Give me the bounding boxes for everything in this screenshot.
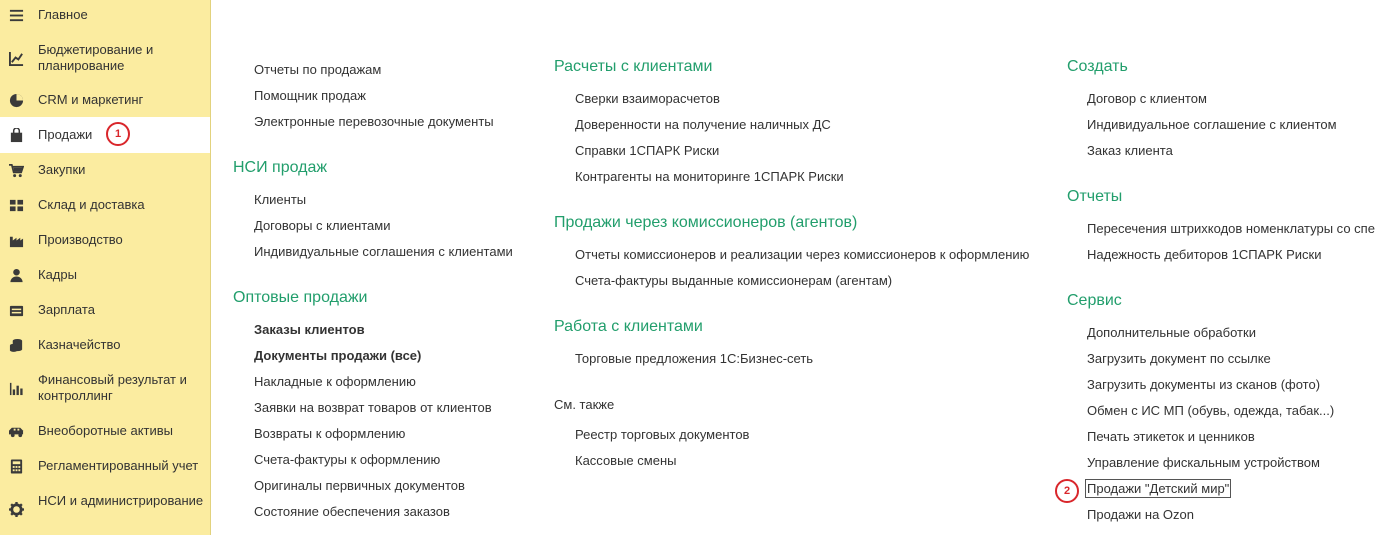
see-also-label: См. также [554, 397, 615, 412]
sidebar-item-label: Закупки [38, 162, 86, 177]
link-reconciliations[interactable]: Сверки взаиморасчетов [575, 91, 720, 106]
sidebar-item-label: Внеоборотные активы [38, 423, 174, 438]
link-create-individual-agreement[interactable]: Индивидуальное соглашение с клиентом [1087, 117, 1337, 132]
sidebar-item-regulated-accounting[interactable] [0, 455, 210, 477]
link-agent-invoices[interactable]: Счета-фактуры выданные комиссионерам (агентам) [575, 273, 893, 288]
link-sales-detsky-mir[interactable]: Продажи "Детский мир" [1087, 481, 1230, 496]
link-print-labels[interactable]: Печать этикеток и ценников [1087, 429, 1255, 444]
sidebar-item-financial-result[interactable] [0, 368, 210, 408]
link-trade-offers[interactable]: Торговые предложения 1С:Бизнес-сеть [575, 351, 814, 366]
wallet-icon [8, 302, 24, 318]
sidebar-item-label: Регламентированный учет [38, 458, 199, 473]
sidebar-item-label: Зарплата [38, 302, 95, 317]
sidebar-item-label: Производство [38, 232, 123, 247]
sidebar-item-purchases[interactable] [0, 159, 210, 181]
sidebar-item-nsi-admin[interactable] [0, 489, 210, 529]
link-electronic-waybills[interactable]: Электронные перевозочные документы [254, 114, 494, 129]
shopping-bag-icon [8, 127, 24, 143]
sidebar-item-label: Казначейство [38, 337, 121, 352]
sidebar-item-fixed-assets[interactable] [0, 420, 210, 442]
link-spark-monitoring[interactable]: Контрагенты на мониторинге 1СПАРК Риски [575, 169, 844, 184]
link-agent-reports[interactable]: Отчеты комиссионеров и реализации через комиссионеров к оформлению [575, 247, 1030, 262]
sidebar-item-label: Склад и доставка [38, 197, 145, 212]
group-title-create: Создать [1067, 58, 1128, 75]
sidebar-item-label: Главное [38, 7, 88, 22]
main-content [211, 0, 1376, 535]
link-clients[interactable]: Клиенты [254, 192, 307, 207]
step-badge-2: 2 [1055, 479, 1079, 503]
link-sales-assistant[interactable]: Помощник продаж [254, 88, 366, 103]
group-title-agents: Продажи через комиссионеров (агентов) [554, 214, 858, 231]
group-title-reports: Отчеты [1067, 188, 1123, 205]
link-create-customer-order[interactable]: Заказ клиента [1087, 143, 1173, 158]
sidebar-item-budgeting[interactable] [0, 38, 210, 78]
menu-icon [8, 7, 24, 23]
link-load-documents-from-scans[interactable]: Загрузить документы из сканов (фото) [1087, 377, 1321, 392]
sidebar [0, 0, 211, 535]
link-cash-shifts[interactable]: Кассовые смены [575, 453, 677, 468]
sidebar-item-hr[interactable] [0, 264, 210, 286]
link-sales-ozon[interactable]: Продажи на Ozon [1087, 507, 1194, 522]
sidebar-item-crm[interactable] [0, 89, 210, 111]
link-returns-to-process[interactable]: Возвраты к оформлению [254, 426, 406, 441]
sidebar-item-label: CRM и маркетинг [38, 92, 144, 107]
step-badge-1: 1 [106, 122, 130, 146]
link-original-documents[interactable]: Оригиналы первичных документов [254, 478, 465, 493]
sidebar-item-label: Бюджетирование и планирование [38, 42, 154, 73]
sidebar-item-label: Кадры [38, 267, 77, 282]
grid-icon [8, 197, 24, 213]
link-order-provision-status[interactable]: Состояние обеспечения заказов [254, 504, 450, 519]
link-invoices-to-process[interactable]: Накладные к оформлению [254, 374, 416, 389]
link-barcode-intersections[interactable]: Пересечения штрихкодов номенклатуры со спе [1087, 221, 1375, 236]
sidebar-item-production[interactable] [0, 229, 210, 251]
link-sales-documents-all[interactable]: Документы продажи (все) [254, 348, 422, 363]
link-cash-powers-of-attorney[interactable]: Доверенности на получение наличных ДС [575, 117, 831, 132]
link-create-client-contract[interactable]: Договор с клиентом [1087, 91, 1207, 106]
link-client-contracts[interactable]: Договоры с клиентами [254, 218, 391, 233]
gear-icon [8, 501, 24, 517]
link-individual-agreements[interactable]: Индивидуальные соглашения с клиентами [254, 244, 513, 259]
group-title-service: Сервис [1067, 292, 1122, 309]
calculator-icon [8, 458, 24, 474]
sidebar-item-main[interactable] [0, 4, 210, 26]
link-additional-processing[interactable]: Дополнительные обработки [1087, 325, 1256, 340]
sidebar-item-warehouse[interactable] [0, 194, 210, 216]
group-title-settlements: Расчеты с клиентами [554, 58, 713, 75]
link-debtor-reliability[interactable]: Надежность дебиторов 1СПАРК Риски [1087, 247, 1322, 262]
budget-chart-icon [8, 50, 24, 66]
link-fiscal-device[interactable]: Управление фискальным устройством [1087, 455, 1320, 470]
group-title-wholesale: Оптовые продажи [233, 289, 368, 306]
link-customer-orders[interactable]: Заказы клиентов [254, 322, 365, 337]
sidebar-item-sales[interactable] [0, 117, 210, 153]
sidebar-item-label: НСИ и администрирование [38, 493, 204, 508]
link-exchange-is-mp[interactable]: Обмен с ИС МП (обувь, одежда, табак...) [1087, 403, 1335, 418]
link-trade-documents-registry[interactable]: Реестр торговых документов [575, 427, 750, 442]
cart-icon [8, 162, 24, 178]
link-load-document-by-link[interactable]: Загрузить документ по ссылке [1087, 351, 1271, 366]
bar-chart-icon [8, 380, 24, 396]
truck-icon [8, 423, 24, 439]
group-title-nsi: НСИ продаж [233, 159, 328, 176]
sidebar-item-salary[interactable] [0, 299, 210, 321]
pie-chart-icon [8, 92, 24, 108]
person-icon [8, 267, 24, 283]
link-return-requests[interactable]: Заявки на возврат товаров от клиентов [254, 400, 492, 415]
link-spark-reports[interactable]: Справки 1СПАРК Риски [575, 143, 720, 158]
sidebar-item-treasury[interactable] [0, 334, 210, 356]
sidebar-item-label: Продажи [38, 127, 93, 142]
coins-icon [8, 337, 24, 353]
factory-icon [8, 232, 24, 248]
link-sales-reports[interactable]: Отчеты по продажам [254, 62, 382, 77]
sidebar-item-label: Финансовый результат и контроллинг [38, 372, 187, 403]
group-title-client-work: Работа с клиентами [554, 318, 703, 335]
link-tax-invoices-to-process[interactable]: Счета-фактуры к оформлению [254, 452, 441, 467]
